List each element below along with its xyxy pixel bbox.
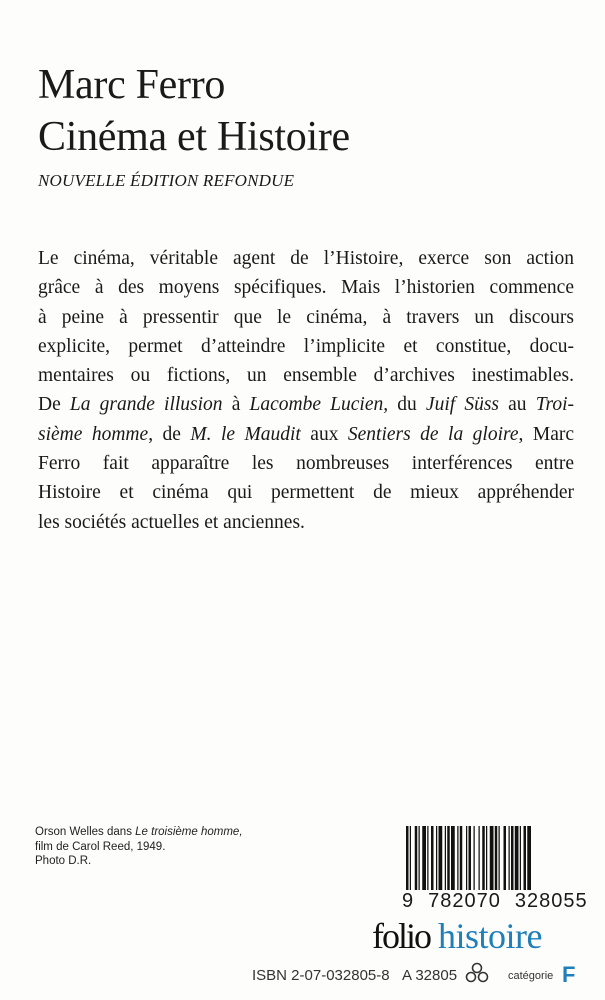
barcode-bar bbox=[482, 826, 485, 890]
blurb-line: sième homme, de M. le Maudit aux Sentiers de la gloire, Marc bbox=[38, 423, 575, 445]
barcode-bar bbox=[436, 826, 437, 890]
barcode-bar bbox=[490, 826, 494, 890]
barcode-bar bbox=[439, 826, 443, 890]
barcode-bar bbox=[469, 826, 472, 890]
photo-caption: Orson Welles dans Le troisième homme, film de Carol Reed, 1949. Photo D.R. bbox=[35, 826, 243, 867]
barcode-bar bbox=[495, 826, 498, 890]
film-title: sième homme bbox=[38, 423, 149, 445]
film-title: Troi- bbox=[535, 394, 575, 416]
barcode-bar bbox=[524, 826, 527, 890]
film-title: Sentiers de la gloire bbox=[347, 423, 519, 445]
film-title: M. le Maudit bbox=[190, 423, 301, 445]
barcode-bar bbox=[509, 826, 510, 890]
category-label: catégorie bbox=[508, 970, 554, 982]
collection-logo bbox=[372, 915, 542, 957]
category-letter: F bbox=[562, 962, 576, 987]
barcode-bar bbox=[406, 826, 409, 890]
blurb-line: Histoire et cinéma qui permettent de mieux appréhender bbox=[38, 482, 574, 504]
barcode-bar bbox=[415, 826, 418, 890]
barcode-bar bbox=[431, 826, 434, 890]
barcode-bar bbox=[447, 826, 450, 890]
barcode-bar bbox=[410, 826, 411, 890]
blurb-line: De La grande illusion à Lacombe Lucien, du Juif Süss au Troi- bbox=[38, 394, 575, 416]
barcode-bar bbox=[474, 826, 475, 890]
catalog-code: A 32805 bbox=[402, 967, 458, 984]
blurb-line: Ferro fait apparaître les nombreuses interférences entre bbox=[38, 453, 574, 475]
film-title: La grande illusion bbox=[69, 394, 223, 416]
barcode-bar bbox=[422, 826, 426, 890]
blurb-line: grâce à des moyens spécifiques. Mais l’historien commence bbox=[38, 277, 574, 299]
film-title: Le troisième homme, bbox=[135, 826, 243, 838]
barcode-digits: 9 782070 328055 bbox=[402, 890, 588, 912]
barcode-bar bbox=[515, 826, 519, 890]
barcode-bar bbox=[527, 826, 531, 890]
book-title: Cinéma et Histoire bbox=[38, 114, 350, 160]
gallimard-logo-icon bbox=[464, 962, 490, 984]
film-title: Lacombe Lucien, bbox=[249, 394, 389, 416]
blurb-line: Le cinéma, véritable agent de l’Histoire, exerce son action bbox=[38, 248, 574, 269]
blurb-line: explicite, permet d’atteindre l’implicite et constitue, docu- bbox=[38, 335, 574, 357]
brand-folio: folio bbox=[372, 916, 430, 956]
barcode-bar bbox=[511, 826, 514, 890]
barcode-bar bbox=[479, 826, 480, 890]
brand-histoire: histoire bbox=[438, 916, 542, 956]
back-cover-blurb bbox=[38, 244, 574, 537]
barcode-bar bbox=[504, 826, 507, 890]
barcode-bar bbox=[499, 826, 500, 890]
barcode-bar bbox=[520, 826, 521, 890]
barcode-bar bbox=[460, 826, 463, 890]
barcode-bar bbox=[466, 826, 467, 890]
isbn-number: ISBN 2-07-032805-8 bbox=[252, 967, 390, 984]
barcode-bar bbox=[427, 826, 428, 890]
edition-note: NOUVELLE ÉDITION REFONDUE bbox=[38, 171, 295, 190]
blurb-line: à peine à pressentir que le cinéma, à travers un discours bbox=[38, 306, 574, 328]
barcode-bar bbox=[457, 826, 458, 890]
film-title: Juif Süss bbox=[425, 394, 499, 416]
barcode-bar bbox=[419, 826, 420, 890]
book-author: Marc Ferro bbox=[38, 62, 226, 108]
blurb-line: les sociétés actuelles et anciennes. bbox=[38, 511, 305, 533]
barcode-bar bbox=[445, 826, 446, 890]
barcode-bar bbox=[486, 826, 487, 890]
barcode-bar bbox=[451, 826, 455, 890]
blurb-line: mentaires ou fictions, un ensemble d’archives inestimables. bbox=[38, 365, 574, 387]
